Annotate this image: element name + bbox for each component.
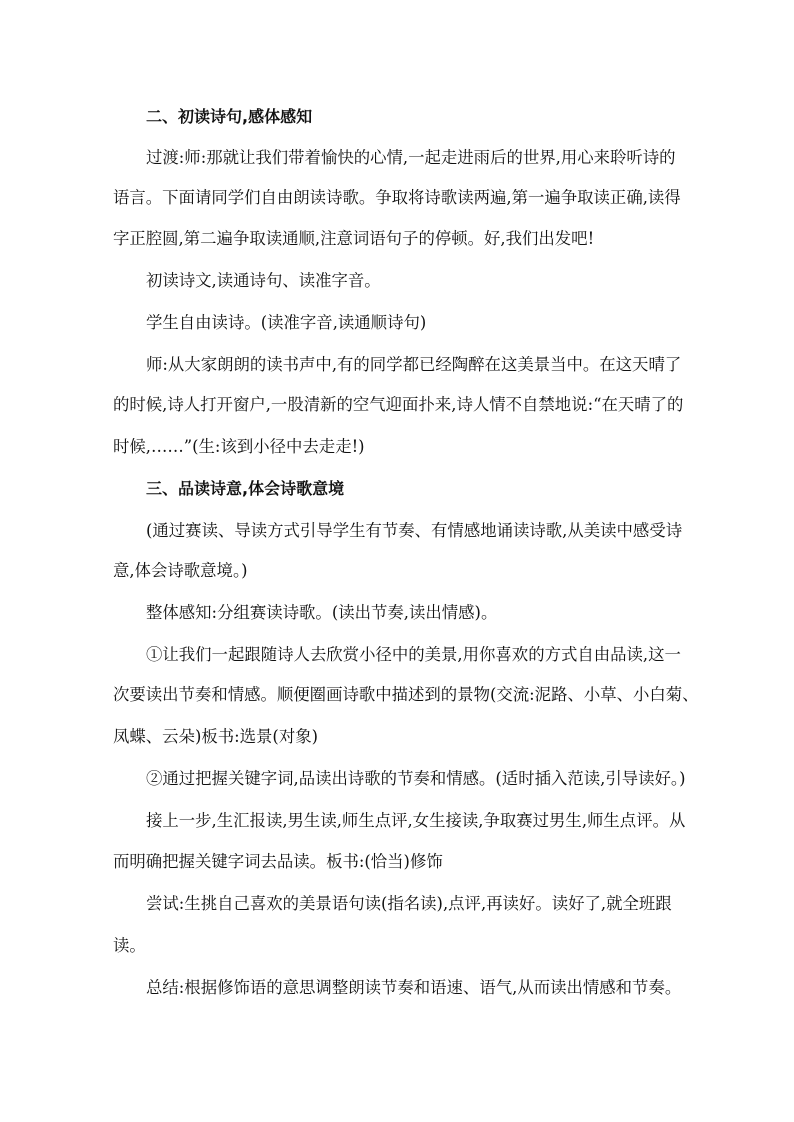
paragraph-line: 语言。下面请同学们自由朗读诗歌。争取将诗歌读两遍,第一遍争取读正确,读得 <box>113 188 681 207</box>
section-heading-2: 二、初读诗句,感体感知 <box>146 107 313 126</box>
paragraph-line: 而明确把握关键字词去品读。板书:(恰当)修饰 <box>113 852 443 871</box>
paragraph-line: 次要读出节奏和情感。顺便圈画诗歌中描述到的景物(交流:泥路、小草、小白菊、 <box>113 685 699 704</box>
paragraph-line: 尝试:生挑自己喜欢的美景语句读(指名读),点评,再读好。读好了,就全班跟 <box>146 894 672 913</box>
paragraph-line: 的时候,诗人打开窗户,一股清新的空气迎面扑来,诗人情不自禁地说:“在天晴了的 <box>113 395 684 414</box>
paragraph-line: 初读诗文,读通诗句、读准字音。 <box>146 271 381 290</box>
paragraph-line: ①让我们一起跟随诗人去欣赏小径中的美景,用你喜欢的方式自由品读,这一 <box>146 645 681 664</box>
paragraph-line: 总结:根据修饰语的意思调整朗读节奏和语速、语气,从而读出情感和节奏。 <box>146 978 682 997</box>
paragraph-line: 整体感知:分组赛读诗歌。(读出节奏,读出情感)。 <box>146 603 498 622</box>
paragraph-line: 字正腔圆,第二遍争取读通顺,注意词语句子的停顿。好,我们出发吧! <box>113 229 595 248</box>
paragraph-line: ②通过把握关键字词,品读出诗歌的节奏和情感。(适时插入范读,引导读好。) <box>146 769 686 788</box>
paragraph-line: (通过赛读、导读方式引导学生有节奏、有情感地诵读诗歌,从美读中感受诗 <box>146 521 683 540</box>
paragraph-line: 读。 <box>113 936 146 955</box>
paragraph-line: 过渡:师:那就让我们带着愉快的心情,一起走进雨后的世界,用心来聆听诗的 <box>146 148 676 167</box>
paragraph-line: 师:从大家朗朗的读书声中,有的同学都已经陶醉在这美景当中。在这天晴了 <box>146 355 682 374</box>
paragraph-line: 凤蝶、云朵)板书:选景(对象) <box>113 727 319 746</box>
paragraph-line: 时候,……”(生:该到小径中去走走!) <box>113 437 365 456</box>
section-heading-3: 三、品读诗意,体会诗歌意境 <box>146 479 345 498</box>
paragraph-line: 学生自由读诗。(读准字音,读通顺诗句) <box>146 313 427 332</box>
paragraph-line: 接上一步,生汇报读,男生读,师生点评,女生接读,争取赛过男生,师生点评。从 <box>146 811 686 830</box>
paragraph-line: 意,体会诗歌意境。) <box>113 561 248 580</box>
